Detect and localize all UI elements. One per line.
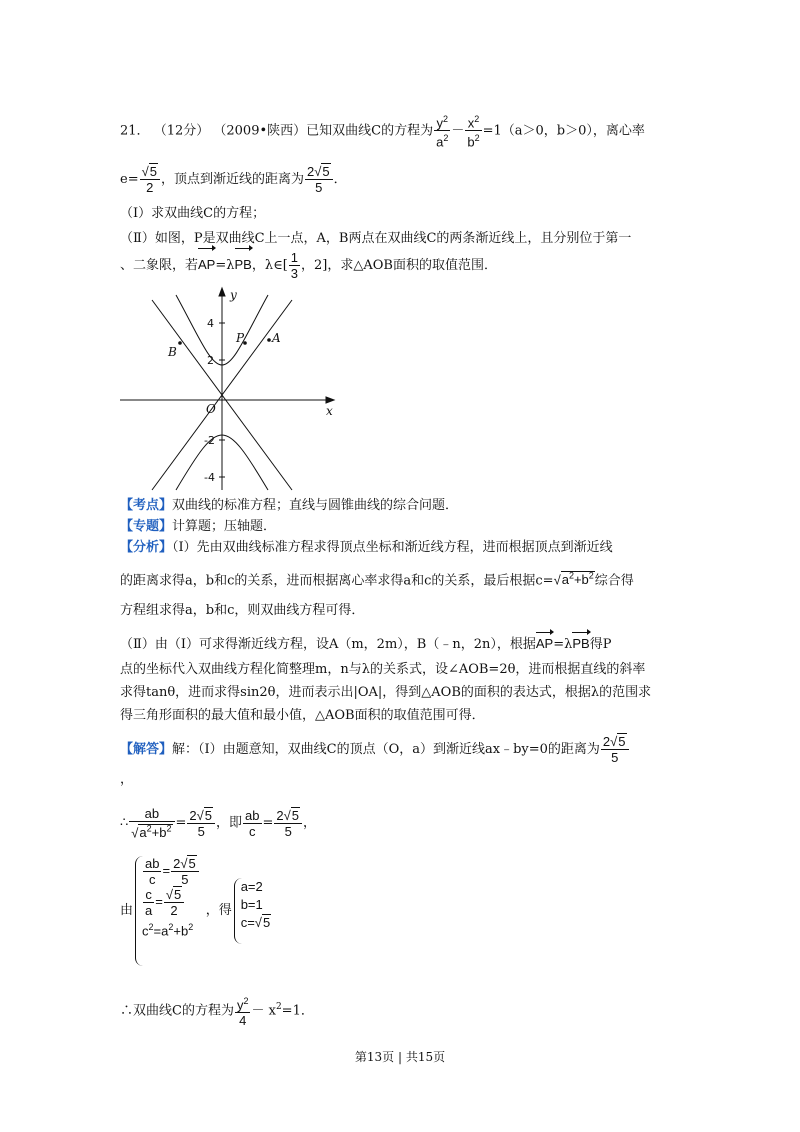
x-axis-label: x (326, 404, 333, 418)
hyperbola-figure (118, 285, 343, 495)
x-axis-arrow (326, 397, 334, 403)
jieda-final: ∴双曲线C的方程为 $\frac{y^2}{4}$ － $x^2=1$． (120, 995, 314, 1028)
problem-line-2: e= $\frac{√5}{2}$ ，顶点到渐近线的距离为 $\frac{2√5}{5}$ ． (120, 164, 347, 195)
page-footer: 第13页 | 共15页 (354, 1050, 446, 1064)
fenxi-line-1: 【分析】（Ⅰ）先由双曲线标准方程求得顶点坐标和渐近线方程，进而根据顶点到渐近线 (120, 540, 613, 555)
point-a-dot (267, 338, 271, 342)
fraction-y2-a2: $\frac{y^2}{a^2}$ (436, 114, 449, 150)
tick-label-neg4: -4 (204, 471, 215, 484)
kaodian-line: 【考点】双曲线的标准方程；直线与圆锥曲线的综合问题． (120, 498, 459, 513)
part2-text-b: 、二象限，若AP=λPB，λ∈[ $\frac{1}{3}$ ，2]，求△AOB面积的取值范围． (120, 250, 497, 281)
tick-label-neg2: -2 (204, 434, 215, 447)
fraction-ab-sqrt: $\frac{ab}{√a^2+b^2}$ (129, 806, 174, 840)
vector-ap: AP (198, 250, 215, 280)
y-axis-label: y (230, 288, 237, 302)
point-b-label: B (168, 345, 177, 359)
tick-label-4: 4 (207, 317, 214, 330)
jieda-line-2: ∴ $\frac{ab}{√a^2+b^2}$ = $\frac{2√5}{5}$ ，即 $\frac{ab}{c}$ = $\frac{2√5}{5}$ ， (120, 806, 317, 841)
vector-pb: PB (235, 250, 252, 280)
point-p-label: P (236, 331, 245, 345)
jieda-comma: ， (120, 772, 134, 787)
fenxi-line-5: 点的坐标代入双曲线方程化简整理m，n与λ的关系式，设∠AOB=2θ，进而根据直线的斜率 (120, 662, 646, 677)
jieda-line-1: 【解答】解：（Ⅰ）由题意知，双曲线C的顶点（O，a）到渐近线ax﹣by=0的距离为 $\frac{2√5}{5}$ (120, 734, 630, 765)
y-axis-arrow (219, 288, 225, 296)
fraction-sqrt5-2: $\frac{√5}{2}$ (140, 164, 160, 195)
result-system: a=2 b=1 c=√5 (234, 878, 271, 944)
point-a-label: A (272, 331, 281, 345)
point-b-dot (178, 341, 182, 345)
tick-label-2: 2 (207, 354, 214, 367)
part2-text-a: （Ⅱ）如图，P是双曲线C上一点，A，B两点在双曲线C的两条渐近线上，且分别位于第一 (120, 231, 632, 246)
problem-line-1: 21． （12分） （2009•陕西）已知双曲线C的方程为 $\frac{y^2}{a^2}$ － $\frac{x^2}{b^2}$ =1（a＞0，b＞0），离心率 (120, 114, 645, 150)
origin-label: O (206, 402, 216, 416)
sqrt-a2-b2: $√a^2+b^2$ (553, 571, 594, 588)
fenxi-line-7: 得三角形面积的最大值和最小值，△AOB面积的取值范围可得． (120, 708, 485, 723)
fenxi-line-4: （Ⅱ）由（Ⅰ）可求得渐近线方程，设A（m，2m），B（﹣n，2n），根据AP=λPB得P (120, 636, 612, 652)
fenxi-line-2: 的距离求得a，b和c的关系，进而根据离心率求得a和c的关系，最后根据$c=√a^2+b^2$综合得 (120, 571, 634, 589)
fraction-2sqrt5-5: $\frac{2√5}{5}$ (305, 164, 333, 195)
zhuanti-line: 【专题】计算题；压轴题． (120, 519, 277, 534)
fenxi-line-6: 求得tanθ，进而求得sin2θ，进而表示出|OA|，得到△AOB的面积的表达式，根据λ的范围求 (120, 685, 652, 700)
fraction-x2-b2: $\frac{x^2}{b^2}$ (467, 114, 480, 150)
part1-text: （Ⅰ）求双曲线C的方程； (120, 206, 266, 221)
fraction-1-3: $\frac{1}{3}$ (290, 250, 299, 281)
fenxi-line-3: 方程组求得a，b和c，则双曲线方程可得． (120, 603, 365, 618)
equation-system: $\frac{ab}{c}$ = $\frac{2√5}{5}$ $\frac{c}{a}$ = $\frac{√5}{2}$ $c^2=a^2+b^2$ (135, 856, 200, 966)
jieda-system: 由 $\frac{ab}{c}$ = $\frac{2√5}{5}$ $\frac{c}{a}$ = $\frac{√5}{2}$ $c^2=a^2+b^2$ ，得 a=2 b=1 c=√5 (120, 856, 271, 966)
